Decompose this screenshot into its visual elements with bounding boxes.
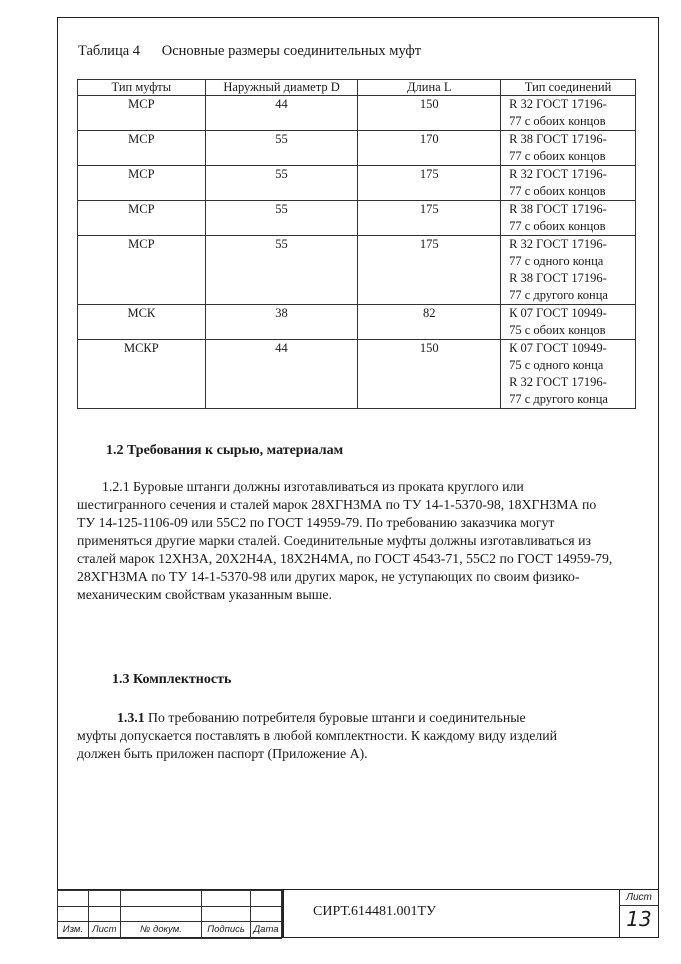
table-caption bbox=[78, 43, 421, 60]
paragraph-materials bbox=[77, 478, 647, 604]
coupling-type-cell: МСР bbox=[78, 236, 206, 305]
outer-diameter-cell: 55 bbox=[205, 166, 358, 201]
header-outer-diameter: Наружный диаметр D bbox=[205, 80, 358, 96]
connection-line: 75 с одного конца bbox=[509, 358, 604, 372]
connection-line: R 38 ГОСТ 17196- bbox=[509, 202, 607, 216]
coupling-type-cell: МСР bbox=[78, 96, 206, 131]
paragraph-completeness bbox=[77, 709, 647, 763]
outer-diameter-cell: 44 bbox=[205, 96, 358, 131]
sheet-label: Лист bbox=[620, 892, 658, 906]
outer-diameter-cell: 38 bbox=[205, 305, 358, 340]
paragraph-line: 1.2.1 Буровые штанги должны изготавливаться из проката круглого или bbox=[102, 479, 524, 494]
connection-line: 77 с обоих концов bbox=[509, 219, 606, 233]
connection-line: R 32 ГОСТ 17196- bbox=[509, 237, 607, 251]
connection-line: R 32 ГОСТ 17196- bbox=[509, 97, 607, 111]
coupling-type-cell: МСР bbox=[78, 166, 206, 201]
connection-line: К 07 ГОСТ 10949- bbox=[509, 341, 607, 355]
outer-diameter-cell: 55 bbox=[205, 201, 358, 236]
column-label-signature: Подпись bbox=[202, 922, 251, 939]
coupling-type-cell: МСР bbox=[78, 201, 206, 236]
document-code: СИРТ.614481.001ТУ bbox=[313, 904, 437, 919]
header-connection-type: Тип соединений bbox=[501, 80, 636, 96]
table-header-row bbox=[78, 80, 636, 96]
column-label-document: № докум. bbox=[120, 922, 201, 939]
connection-type-cell bbox=[501, 236, 636, 305]
header-coupling-type: Тип муфты bbox=[78, 80, 206, 96]
length-cell: 175 bbox=[358, 236, 501, 305]
connection-line: R 38 ГОСТ 17196- bbox=[509, 271, 607, 285]
connection-line: 77 с одного конца bbox=[509, 254, 604, 268]
outer-diameter-cell: 55 bbox=[205, 236, 358, 305]
connection-type-cell bbox=[501, 96, 636, 131]
paragraph-line: 28ХГН3МА по ТУ 14-1-5370-98 или других марок, не уступающих по своим физико- bbox=[77, 569, 580, 584]
table-row bbox=[78, 236, 636, 305]
length-cell: 150 bbox=[358, 340, 501, 409]
paragraph-line: сталей марок 12ХН3А, 20Х2Н4А, 18Х2Н4МА, по ГОСТ 4543-71, 55С2 по ГОСТ 14959-79, bbox=[77, 551, 613, 566]
revision-grid bbox=[57, 890, 282, 939]
connection-type-cell bbox=[501, 131, 636, 166]
column-label-change: Изм. bbox=[58, 922, 89, 939]
table-row bbox=[78, 340, 636, 409]
connection-type-cell bbox=[501, 340, 636, 409]
table-row bbox=[78, 166, 636, 201]
length-cell: 175 bbox=[358, 166, 501, 201]
title-block bbox=[57, 889, 659, 938]
header-length: Длина L bbox=[358, 80, 501, 96]
connection-line: R 32 ГОСТ 17196- bbox=[509, 167, 607, 181]
paragraph-line: муфты допускается поставлять в любой комплектности. К каждому виду изделий bbox=[77, 728, 558, 743]
table-row bbox=[78, 131, 636, 166]
paragraph-line: должен быть приложен паспорт (Приложение А). bbox=[77, 746, 368, 761]
connection-line: 77 с другого конца bbox=[509, 288, 608, 302]
connection-line: R 38 ГОСТ 17196- bbox=[509, 132, 607, 146]
section-heading-materials: 1.2 Требования к сырью, материалам bbox=[106, 443, 344, 458]
length-cell: 82 bbox=[358, 305, 501, 340]
outer-diameter-cell: 44 bbox=[205, 340, 358, 409]
sheet-number: 13 bbox=[626, 907, 652, 931]
paragraph-line: механическим свойствам указанным выше. bbox=[77, 587, 332, 602]
connection-line: 77 с обоих концов bbox=[509, 114, 606, 128]
paragraph-line: шестигранного сечения и сталей марок 28ХГН3МА по ТУ 14-1-5370-98, 18ХГН3МА по bbox=[77, 497, 597, 512]
coupling-type-cell: МСР bbox=[78, 131, 206, 166]
title-block-divider bbox=[282, 890, 284, 938]
table-row bbox=[78, 305, 636, 340]
table-row bbox=[78, 201, 636, 236]
clause-number: 1.3.1 bbox=[117, 710, 145, 725]
paragraph-line bbox=[77, 709, 647, 727]
connection-line: 75 с обоих концов bbox=[509, 323, 606, 337]
coupling-dimensions-table bbox=[77, 79, 636, 409]
column-label-sheet: Лист bbox=[88, 922, 120, 939]
connection-line: 77 с обоих концов bbox=[509, 184, 606, 198]
paragraph-line: ТУ 14-125-1106-09 или 55С2 по ГОСТ 14959-79. По требованию заказчика могут bbox=[77, 515, 555, 530]
connection-type-cell bbox=[501, 201, 636, 236]
table-number: Таблица 4 bbox=[78, 43, 141, 59]
connection-type-cell bbox=[501, 305, 636, 340]
connection-line: 77 с обоих концов bbox=[509, 149, 606, 163]
coupling-type-cell: МСКР bbox=[78, 340, 206, 409]
outer-diameter-cell: 55 bbox=[205, 131, 358, 166]
table-row bbox=[78, 96, 636, 131]
paragraph-line: применяться другие марки сталей. Соединительные муфты должны изготавливаться из bbox=[77, 533, 591, 548]
sheet-box bbox=[619, 890, 658, 938]
connection-line: 77 с другого конца bbox=[509, 392, 608, 406]
connection-line: R 32 ГОСТ 17196- bbox=[509, 375, 607, 389]
table-body bbox=[78, 96, 636, 409]
section-heading-completeness: 1.3 Комплектность bbox=[112, 672, 232, 687]
connection-type-cell bbox=[501, 166, 636, 201]
connection-line: К 07 ГОСТ 10949- bbox=[509, 306, 607, 320]
length-cell: 170 bbox=[358, 131, 501, 166]
paragraph-line-text: По требованию потребителя буровые штанги и соединительные bbox=[144, 710, 526, 725]
length-cell: 175 bbox=[358, 201, 501, 236]
length-cell: 150 bbox=[358, 96, 501, 131]
coupling-type-cell: МСК bbox=[78, 305, 206, 340]
column-label-date: Дата bbox=[251, 922, 282, 939]
table-title: Основные размеры соединительных муфт bbox=[161, 43, 422, 59]
